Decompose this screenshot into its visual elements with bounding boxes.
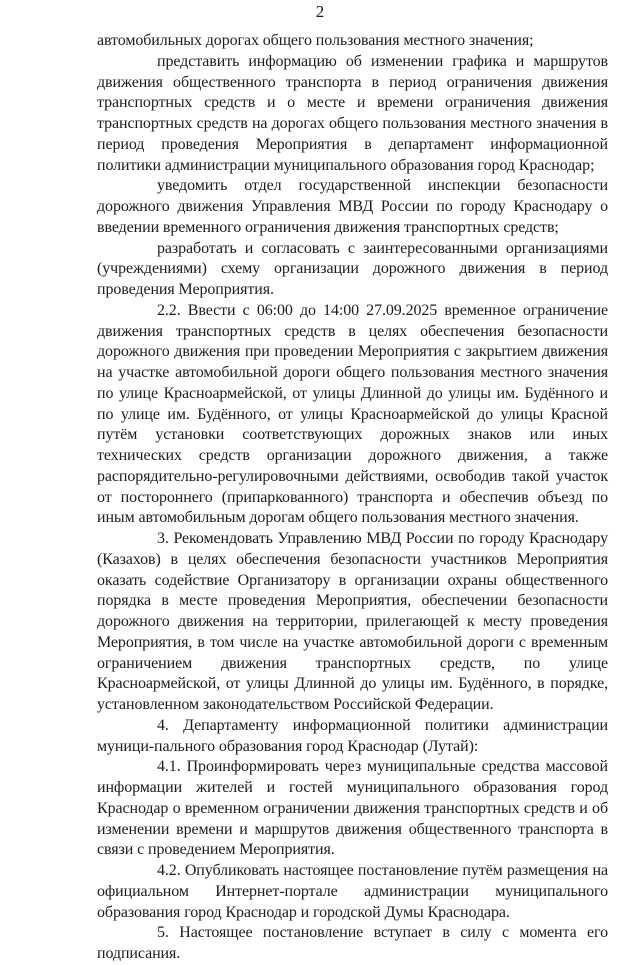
paragraph-develop-scheme: разработать и согласовать с заинтересованными организациями (учреждениями) схему организации дорожного движения в период проведения Мероприятия. bbox=[97, 239, 608, 298]
paragraph-present-info: представить информацию об изменении графика и маршрутов движения общественного транспорта в период ограничения движения транспортных средств и о месте и времени ограничения движения транспортных средств на дорогах общего пользования местного значения в период проведения Мероприятия в департамент информационной политики администрации муниципального образования город Краснодар; bbox=[97, 52, 608, 174]
paragraph-4-department: 4. Департаменту информационной политики администрации муници-пального образования город Краснодар (Лутай): bbox=[97, 716, 608, 755]
paragraph-3-recommend-mvd: 3. Рекомендовать Управлению МВД России по городу Краснодару (Казахов) в целях обеспечения безопасности участников Мероприятия оказать содействие Организатору в организации охраны общественного порядка в месте проведения Мероприятия, обеспечении безопасности дорожного движения на территории, прилегающей к месту проведения Мероприятия, в том числе на участке автомобильной дороги с временным ограничением движения транспортных средств, по улице Красноармейской, от улицы Длинной до улицы им. Будённого, в порядке, установленном законодательством Российской Федерации. bbox=[97, 530, 608, 713]
paragraph-4-2-publish: 4.2. Опубликовать настоящее постановление путём размещения на официальном Интернет-портале администрации муниципального образования город Краснодар и городской Думы Краснодара. bbox=[97, 862, 608, 921]
page-number: 2 bbox=[315, 2, 325, 21]
paragraph-5-effective: 5. Настоящее постановление вступает в силу с момента его подписания. bbox=[97, 924, 608, 962]
paragraph-notify-gibdd: уведомить отдел государственной инспекции безопасности дорожного движения Управления МВД России по городу Краснодару о введении временного ограничения движения транспортных средств; bbox=[97, 177, 608, 236]
paragraph-continuation: автомобильных дорогах общего пользования местного значения; bbox=[97, 32, 534, 49]
paragraph-2-2-restriction: 2.2. Ввести с 06:00 до 14:00 27.09.2025 временное ограничение движения транспортных средств в целях обеспечения безопасности дорожного движения при проведении Мероприятия с закрытием движения на участке автомобильной дороги общего пользования местного значения по улице Красноармейской, от улицы Длинной до улицы им. Будённого и по улице им. Будённого, от улицы Красноармейской до улицы Красной путём установки соответствующих дорожных знаков или иных технических средств организации дорожного движения, а также распорядительно-регулировочными действиями, освободив такой участок от постороннего (припаркованного) транспорта и обеспечив объезд по иным автомобильным дорогам общего пользования местного значения. bbox=[97, 301, 608, 527]
document-body bbox=[97, 31, 608, 965]
paragraph-4-1-inform: 4.1. Проинформировать через муниципальные средства массовой информации жителей и гостей муниципального образования город Краснодар о временном ограничении движения транспортных средств и об изменении времени и маршрутов движения общественного транспорта в связи с проведением Мероприятия. bbox=[97, 758, 608, 859]
